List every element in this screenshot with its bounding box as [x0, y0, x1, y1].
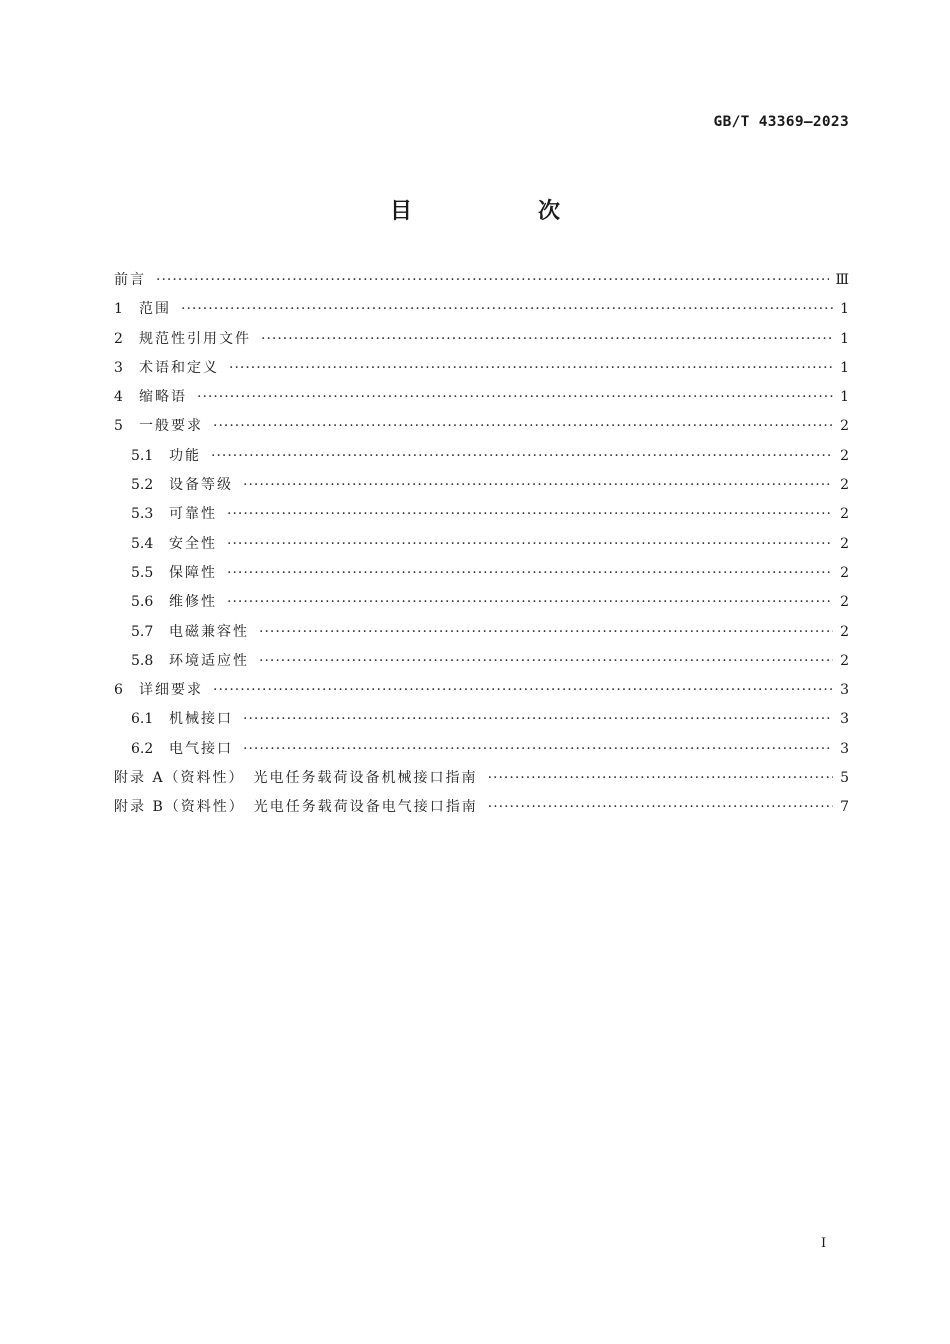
toc-entry-label: 范围	[139, 301, 171, 318]
toc-entry-number: 5.8	[131, 652, 154, 669]
table-of-contents	[114, 269, 849, 826]
toc-entry-number: 5.2	[131, 477, 154, 494]
toc-subentry[interactable]	[114, 474, 849, 503]
toc-entry-number: 6.1	[131, 711, 154, 728]
toc-entry-number: 5	[114, 418, 123, 435]
toc-entry-label: 电磁兼容性	[169, 623, 249, 640]
toc-entry[interactable]	[114, 328, 849, 357]
toc-entry-appendix[interactable]	[114, 796, 849, 825]
leader-dots	[488, 770, 833, 786]
toc-entry-label: 机械接口	[169, 711, 233, 728]
toc-entry-number: 5.7	[131, 623, 154, 640]
toc-entry-page: 1	[840, 359, 849, 376]
toc-entry-appendix[interactable]	[114, 767, 849, 796]
toc-entry[interactable]	[114, 357, 849, 386]
toc-entry[interactable]	[114, 298, 849, 327]
toc-entry[interactable]	[114, 679, 849, 708]
toc-entry-label: 规范性引用文件	[139, 330, 251, 347]
leader-dots	[181, 301, 833, 317]
toc-entry-number: 5.4	[131, 535, 154, 552]
leader-dots	[213, 682, 833, 698]
toc-entry-page: 2	[840, 447, 849, 464]
toc-entry-number: 5.6	[131, 594, 154, 611]
toc-subentry[interactable]	[114, 503, 849, 532]
toc-entry-label: 可靠性	[169, 506, 217, 523]
toc-entry-label: 前言	[114, 272, 146, 288]
page-number: Ⅰ	[821, 1236, 827, 1251]
toc-entry-label: 一般要求	[139, 418, 203, 435]
toc-entry-page: 7	[840, 799, 849, 816]
leader-dots	[259, 624, 833, 640]
leader-dots	[243, 741, 833, 757]
leader-dots	[227, 565, 833, 581]
toc-entry-page: 2	[840, 535, 849, 552]
leader-dots	[229, 360, 833, 376]
toc-entry-page: 2	[840, 623, 849, 640]
toc-entry-number: 3	[114, 359, 123, 376]
toc-entry-label: 维修性	[169, 594, 217, 611]
leader-dots	[243, 711, 833, 727]
leader-dots	[211, 448, 833, 464]
toc-entry-number: 4	[114, 389, 123, 406]
leader-dots	[156, 272, 829, 288]
toc-entry-label: 功能	[169, 447, 201, 464]
toc-entry-label: 术语和定义	[139, 359, 219, 376]
leader-dots	[227, 506, 833, 522]
leader-dots	[227, 594, 833, 610]
toc-entry-label: 详细要求	[139, 682, 203, 699]
toc-entry-page: 2	[840, 477, 849, 494]
toc-entry-page: 1	[840, 330, 849, 347]
toc-entry-label: 环境适应性	[169, 652, 249, 669]
toc-entry-number: 5.3	[131, 506, 154, 523]
toc-subentry[interactable]	[114, 708, 849, 737]
toc-entry-page: 1	[840, 301, 849, 318]
toc-entry-page: 2	[840, 506, 849, 523]
toc-subentry[interactable]	[114, 591, 849, 620]
toc-entry-label: 附录 A（资料性） 光电任务载荷设备机械接口指南	[114, 770, 478, 787]
toc-entry-page: 3	[840, 711, 849, 728]
toc-entry-label: 电气接口	[169, 740, 233, 757]
leader-dots	[488, 799, 833, 815]
toc-entry-number: 2	[114, 330, 123, 347]
leader-dots	[259, 653, 833, 669]
toc-entry-number: 5.1	[131, 447, 154, 464]
toc-subentry[interactable]	[114, 621, 849, 650]
toc-entry-number: 5.5	[131, 564, 154, 581]
toc-subentry[interactable]	[114, 533, 849, 562]
toc-entry-number: 6.2	[131, 740, 154, 757]
toc-entry[interactable]	[114, 415, 849, 444]
toc-entry-page: Ⅲ	[835, 272, 849, 288]
leader-dots	[227, 536, 833, 552]
toc-subentry[interactable]	[114, 445, 849, 474]
toc-entry-label: 保障性	[169, 564, 217, 581]
toc-entry-page: 5	[840, 770, 849, 787]
toc-entry-number: 6	[114, 682, 123, 699]
toc-entry-label: 安全性	[169, 535, 217, 552]
toc-entry-page: 2	[840, 418, 849, 435]
toc-entry-page: 3	[840, 682, 849, 699]
leader-dots	[261, 331, 833, 347]
toc-subentry[interactable]	[114, 650, 849, 679]
leader-dots	[213, 418, 833, 434]
toc-entry-number: 1	[114, 301, 123, 318]
toc-entry-page: 2	[840, 594, 849, 611]
toc-entry-label: 附录 B（资料性） 光电任务载荷设备电气接口指南	[114, 799, 478, 816]
toc-subentry[interactable]	[114, 562, 849, 591]
toc-entry[interactable]	[114, 269, 849, 298]
toc-entry-label: 缩略语	[139, 389, 187, 406]
toc-entry-label: 设备等级	[169, 477, 233, 494]
toc-title: 目 次	[389, 199, 612, 224]
toc-entry[interactable]	[114, 386, 849, 415]
leader-dots	[243, 477, 833, 493]
leader-dots	[197, 389, 833, 405]
toc-entry-page: 2	[840, 652, 849, 669]
toc-entry-page: 2	[840, 564, 849, 581]
toc-entry-page: 1	[840, 389, 849, 406]
toc-subentry[interactable]	[114, 738, 849, 767]
document-code: GB/T 43369—2023	[713, 114, 849, 130]
toc-entry-page: 3	[840, 740, 849, 757]
